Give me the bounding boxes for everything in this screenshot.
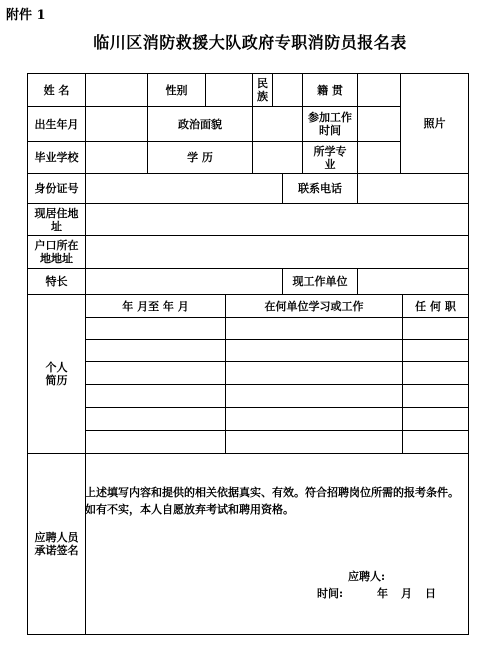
row-line — [27, 235, 469, 236]
date-year-label: 年 — [377, 587, 388, 600]
row-line — [27, 173, 469, 174]
current-workplace-label: 现工作单位 — [292, 275, 348, 288]
hukou-address-label: 户口所在地地址 — [34, 239, 79, 265]
education-label: 学 历 — [187, 151, 213, 164]
pledge-text: 上述填写内容和提供的相关依据真实、有效。符合招聘岗位所需的报考条件。如有不实，本人自愿放弃考试和聘用资格。 — [85, 486, 459, 516]
resume-unit-header: 在何单位学习或工作 — [264, 299, 364, 313]
border-bottom — [27, 634, 469, 635]
school-label: 毕业学校 — [34, 151, 79, 164]
name-label: 姓 名 — [43, 83, 70, 97]
row-line — [85, 339, 469, 340]
row-line — [27, 453, 469, 454]
specialty-label: 特长 — [45, 275, 68, 288]
native-place-label: 籍 贯 — [317, 83, 343, 97]
resume-period-header: 年 月至 年 月 — [122, 299, 189, 313]
work-start-label: 参加工作时间 — [308, 111, 352, 137]
col-line — [357, 268, 358, 294]
resume-position-header: 任 何 职 — [415, 299, 456, 313]
id-number-label: 身份证号 — [34, 182, 79, 195]
row-line — [85, 407, 469, 408]
row-line — [85, 384, 469, 385]
date-day-label: 日 — [425, 587, 436, 600]
row-line — [85, 361, 469, 362]
row-line — [27, 268, 469, 269]
col-line — [225, 294, 226, 453]
ethnicity-label: 民族 — [257, 77, 268, 103]
date-label: 时间: — [317, 587, 344, 600]
resume-label: 个人简历 — [45, 361, 68, 387]
political-status-label: 政治面貌 — [178, 117, 222, 131]
applicant-label: 应聘人: — [348, 570, 386, 583]
col-line — [85, 73, 86, 635]
gender-label: 性别 — [165, 83, 188, 97]
col-line — [402, 294, 403, 453]
col-line — [357, 73, 358, 173]
row-line — [85, 317, 469, 318]
registration-form — [27, 73, 469, 635]
form-title: 临川区消防救援大队政府专职消防员报名表 — [93, 33, 407, 52]
photo-label: 照片 — [423, 117, 446, 130]
date-month-label: 月 — [401, 587, 412, 600]
col-line — [357, 173, 358, 203]
birth-date-label: 出生年月 — [34, 117, 79, 131]
current-address-label: 现居住地址 — [34, 206, 79, 233]
pledge-signature-label: 应聘人员承诺签名 — [34, 531, 79, 557]
row-line — [85, 430, 469, 431]
col-line — [272, 73, 273, 107]
border-right — [468, 73, 469, 635]
col-line — [205, 73, 206, 107]
row-line — [27, 203, 469, 204]
phone-label: 联系电话 — [298, 182, 342, 195]
attachment-label: 附件 1 — [6, 8, 46, 23]
major-label: 所学专业 — [313, 144, 347, 171]
